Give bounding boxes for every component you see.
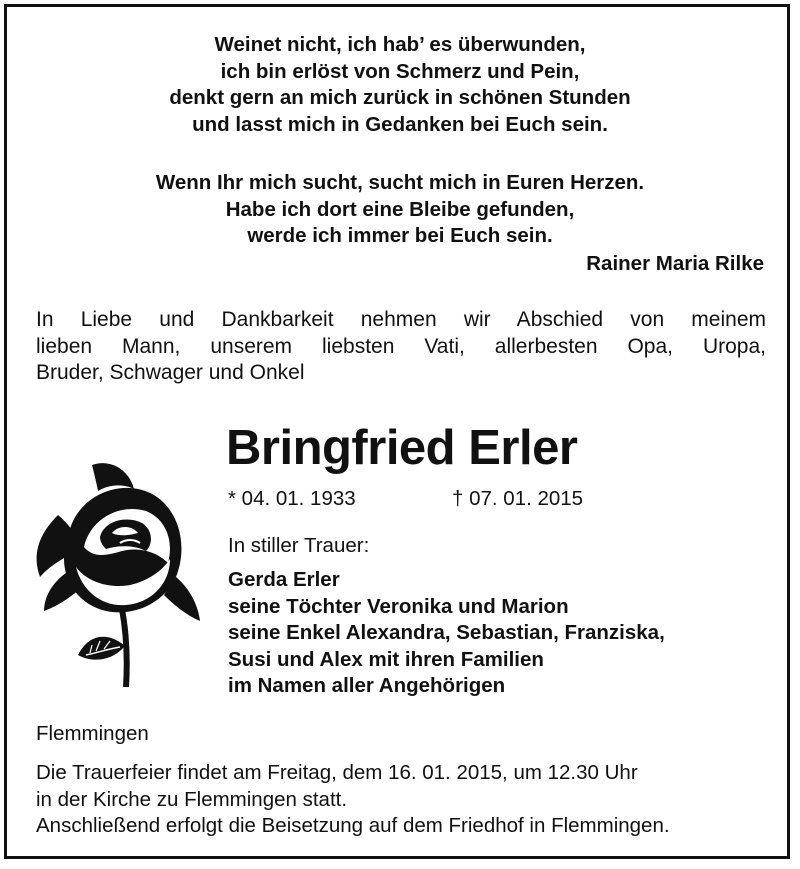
poem-line: werde ich immer bei Euch sein.: [247, 224, 553, 247]
birth-date: * 04. 01. 1933: [228, 487, 356, 510]
mourning-label: In stiller Trauer:: [228, 534, 370, 557]
poem-line: Weinet nicht, ich hab’ es überwunden,: [214, 33, 586, 56]
poem-line: und lasst mich in Gedanken bei Euch sein.: [192, 112, 608, 136]
family-line: seine Enkel Alexandra, Sebastian, Franziska,: [228, 621, 665, 644]
poem-line: denkt gern an mich zurück in schönen Stunden: [169, 86, 631, 109]
intro-line: In Liebe und Dankbarkeit nehmen wir Abschied von meinem: [36, 308, 766, 331]
family-line: im Namen aller Angehörigen: [228, 674, 506, 697]
death-date: † 07. 01. 2015: [452, 487, 584, 510]
service-line: Anschließend erfolgt die Beisetzung auf dem Friedhof in Flemmingen.: [36, 814, 670, 837]
intro-line: lieben Mann, unserem liebsten Vati, allerbesten Opa, Uropa,: [36, 334, 766, 358]
poem-line: Wenn Ihr mich sucht, sucht mich in Euren Herzen.: [155, 171, 645, 194]
poem-stanza-1: [0, 32, 800, 138]
town-name: Flemmingen: [36, 722, 149, 745]
family-line: Susi und Alex mit ihren Familien: [228, 647, 544, 671]
poem-author: Rainer Maria Rilke: [586, 252, 764, 275]
deceased-name: Bringfried Erler: [226, 421, 578, 475]
service-line: in der Kirche zu Flemmingen statt.: [36, 787, 348, 811]
poem-line: Habe ich dort eine Bleibe gefunden,: [225, 197, 575, 221]
family-line: Gerda Erler: [228, 568, 340, 591]
intro-line: Bruder, Schwager und Onkel: [36, 361, 305, 384]
poem-stanza-2: [0, 170, 800, 250]
rose-icon: [30, 455, 205, 695]
service-info: [36, 760, 670, 840]
service-line: Die Trauerfeier findet am Freitag, dem 16. 01. 2015, um 12.30 Uhr: [36, 761, 638, 784]
family-list: [228, 567, 665, 700]
poem-line: ich bin erlöst von Schmerz und Pein,: [220, 59, 580, 83]
family-line: seine Töchter Veronika und Marion: [228, 594, 569, 618]
intro-text: [36, 307, 766, 387]
